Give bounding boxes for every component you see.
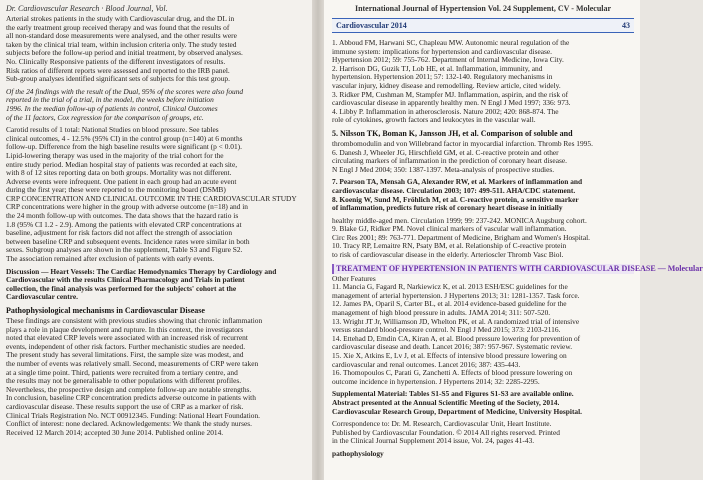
paragraph [6,15,302,84]
right-page [324,0,703,480]
text-line: No. Clinically Responsive patients of the different investigators of results. [6,56,226,66]
text-line: Conflict of interest: none declared. Acknowledgements: We thank the study nurses. [6,419,252,429]
text-line: healthy middle-aged men. Circulation 1999; 99: 237-242. MONICA Augsburg cohort. [332,215,587,225]
paragraph [332,275,634,387]
journal-strip-label: Cardiovascular 2014 [336,21,407,30]
text-line: taken by the clinical trial team, within inclusion criteria only. The study tested [6,39,237,49]
text-line: baseline, adjustment for risk factors did not affect the strength of association [6,228,233,238]
text-line: Received 12 March 2014; accepted 30 June 2014. Published online 2014. [6,427,224,437]
text-line: events, independent of other risk factors. Further mechanistic studies are needed. [6,341,246,351]
text-line: 13. Wright JT Jr, Williamson JD, Whelton PK, et al. A randomized trial of intensive [332,316,580,326]
text-line: Lipid-lowering therapy was used in the majority of the trial cohort for the [6,150,224,160]
text-line: 12. James PA, Oparil S, Carter BL, et al. 2014 evidence-based guideline for the [332,299,567,309]
text-line: These findings are consistent with previous studies showing that chronic inflammation [6,316,263,325]
text-line: 11. Mancia G, Fagard R, Narkiewicz K, et al. 2013 ESH/ESC guidelines for the [332,282,568,292]
text-line: plays a role in plaque development and rupture. In this context, the investigators [6,324,244,334]
text-line: versus standard blood-pressure control. N Engl J Med 2015; 373: 2103-2116. [332,325,561,335]
text-line: at a single time point. Third, patients were recruited from a tertiary centre, and [6,367,238,377]
text-line: Arterial strokes patients in the study with Cardiovascular drug, and the DL in [6,14,235,23]
text-line: management of high blood pressure in adults. JAMA 2014; 311: 507-520. [332,308,551,318]
text-line: Sub-group analyses identified significant sets of subjects for this test group. [6,74,230,84]
text-line: 3. Ridker PM, Cushman M, Stampfer MJ. Inflammation, aspirin, and the risk of [332,89,569,99]
left-running-head: Dr. Cardiovascular Research · Blood Journal, Vol. [6,4,168,13]
text-line: Correspondence to: Dr. M. Research, Cardiovascular Unit, Heart Institute. [332,419,552,429]
text-line: N Engl J Med 2004; 350: 1387-1397. Meta-analysis of prospective studies. [332,164,555,174]
text-line: Cardiovascular centre. [6,292,78,302]
paragraph [6,317,302,437]
text-line: noted that elevated CRP levels were associated with an increased risk of recurrent [6,333,248,343]
text-line: pathophysiology [332,448,384,458]
text-line: cardiovascular disease in apparently healthy men. N Engl J Med 1997; 336: 973. [332,98,571,108]
text-line: 16. Thomopoulos C, Parati G, Zanchetti A. Effects of blood pressure lowering on [332,368,573,378]
left-page [0,0,312,480]
paragraph [332,450,634,459]
text-line: Risk ratios of different reports were assessed and reported to the IRB panel. [6,65,230,75]
text-line: management of arterial hypertension. J Hypertens 2013; 31: 1281-1357. Task force. [332,290,580,300]
text-line: Circ Res 2001; 89: 763-771. Department of Medicine, Brigham and Women's Hospital. [332,232,590,242]
text-line: sexes. Subgroup analyses are shown in the supplement, Table S3 and Figure S2. [6,245,243,255]
text-line: all non-standard dose measurements were analysed, and the other results were [6,31,237,41]
text-line: the results may not be generalisable to other populations with different profiles. [6,376,242,386]
text-line: Of the 24 findings with the result of the Dual, 95% of the scores were also found [6,86,244,96]
text-line: The present study has several limitations. First, the sample size was modest, and [6,350,244,360]
text-line: The association remained after exclusion of patients with early events. [6,254,215,264]
paragraph [332,217,634,260]
text-line: Cardiovascular Research Group, Department of Medicine, University Hospital. [332,406,583,416]
text-line: Supplemental Material: Tables S1-S5 and Figures S1-S3 are available online. [332,389,574,399]
text-line: the early treatment group received therapy and was found that the results of [6,22,230,32]
left-page-content [6,15,302,437]
text-line: Abstract presented at the Annual Scientific Meeting of the Society, 2014. [332,397,560,407]
right-running-head: International Journal of Hypertension Vol. 24 Supplement, CV - Molecular [354,4,612,13]
text-line: 8. Koenig W, Sund M, Fröhlich M, et al. C-reactive protein, a sensitive marker [332,194,579,204]
text-line: clinical outcomes, 4 - 12.5% (95% CI) in the control group (n=140) at 6 months [6,133,243,143]
text-line: 1996. In the median follow-up of patients in control, Clinical Outcomes [6,103,218,113]
text-line: circulating markers of inflammation in the prediction of coronary heart disease. [332,156,567,166]
text-line: role of cytokines, growth factors and leukocytes in the vascular wall. [332,115,536,125]
text-line: Nevertheless, the prospective design and complete follow-up are notable strengths. [6,384,252,394]
text-line: the 24 month follow-up with outcomes. The data shows that the hazard ratio is [6,211,239,221]
text-line: outcome incidence in hypertension. J Hypertens 2014; 32: 2285-2295. [332,376,540,386]
paragraph [332,390,634,416]
section-heading: Pathophysiological mechanisms in Cardiovascular Disease [6,306,205,315]
text-line: reported in the trial of a trial, in the model, the weeks before initiation [6,95,214,105]
text-line: of inflammation, predicts future risk of coronary heart disease in initially [332,203,563,213]
text-line: follow-up. Difference from the high baseline results were significant (p < 0.01). [6,142,242,152]
text-line: subjects before the follow-up period and initial treatment, by observed analyses. [6,48,243,58]
text-line: In conclusion, baseline CRP concentration predicts adverse outcome in patients with [6,393,256,403]
text-line: Other Features [332,273,376,283]
text-line: of the 11 factors, Cox regression for the comparison of groups, etc. [6,112,204,122]
text-line: cardiovascular disease. Circulation 2003; 107: 499-511. AHA/CDC statement. [332,185,576,195]
text-line: CRP concentrations were higher in the group with adverse outcome (n=18) and in [6,202,248,212]
text-line: Published by Cardiovascular Foundation. © 2014 All rights reserved. Printed [332,427,560,437]
text-line: 1.8 (95% CI 1.2 - 2.9). Among the patients with elevated CRP concentrations at [6,219,242,229]
right-page-content [332,38,703,459]
journal-strip [332,18,634,33]
text-line: between baseline CRP and subsequent events. Incidence rates were similar in both [6,236,250,246]
paragraph [6,268,302,302]
section-heading: 5. Nilsson TK, Boman K, Jansson JH, et al. Comparison of soluble and [332,128,573,138]
text-line: to risk of cardiovascular disease in the elderly. Arterioscler Thromb Vasc Biol. [332,250,564,260]
paragraph [332,178,634,212]
book-gutter [312,0,324,480]
text-line: hypertension. Hypertension 2011; 57: 132-140. Regulatory mechanisms in [332,72,553,82]
text-line: 9. Blake GJ, Ridker PM. Novel clinical markers of vascular wall inflammation. [332,224,567,234]
text-line: in the Clinical Journal Supplement 2014 issue, Vol. 24, pages 41-43. [332,436,535,446]
text-line: 7. Pearson TA, Mensah GA, Alexander RW, et al. Markers of inflammation and [332,177,583,187]
text-line: the number of events was relatively small. Second, measurements of CRP were taken [6,358,259,368]
paragraph [6,88,302,122]
text-line: entire study period. Median hospital stay of patients was recorded at each site, [6,159,238,169]
text-line: Discussion — Heart Vessels: The Cardiac Hemodynamics Therapy by Cardiology and [6,266,277,276]
text-line: Hypertension 2012; 59: 755-762. Department of Internal Medicine, Iowa City. [332,55,564,65]
text-line: 14. Ettehad D, Emdin CA, Kiran A, et al. Blood pressure lowering for prevention of [332,333,581,343]
paragraph [332,420,634,446]
text-line: thrombomodulin and von Willebrand factor in myocardial infarction. Thromb Res 1995. [332,138,593,148]
text-line: 1. Abboud FM, Harwani SC, Chapleau MW. Autonomic neural regulation of the [332,38,570,47]
text-line: cardiovascular and renal outcomes. Lancet 2016; 387: 435-443. [332,359,521,369]
section-heading: TREATMENT OF HYPERTENSION IN PATIENTS WITH CARDIOVASCULAR DISEASE — Molecular [332,264,634,274]
text-line: with 8 of 12 sites reporting data on both groups. Mortality was not different. [6,168,232,178]
text-line: Clinical Trials Registration No. NCT 00912345. Funding: National Heart Foundation. [6,410,261,420]
journal-page-number: 43 [622,21,630,30]
text-line: vascular injury, kidney disease and remodelling. Review article, cited widely. [332,80,561,90]
text-line: CRP CONCENTRATION AND CLINICAL OUTCOME IN THE CARDIOVASCULAR STUDY [6,193,297,203]
text-line: Carotid results of 1 total: National Studies on blood pressure. See tables [6,125,219,135]
text-line: 2. Harrison DG, Guzik TJ, Lob HE, et al. Inflammation, immunity, and [332,63,543,73]
text-line: 15. Xie X, Atkins E, Lv J, et al. Effects of intensive blood pressure lowering on [332,351,567,360]
text-line: cardiovascular disease. These results support the use of CRP as a marker of risk. [6,401,244,411]
paragraph [6,126,302,264]
paragraph [332,39,634,125]
text-line: 10. Tracy RP, Lemaitre RN, Psaty BM, et al. Relationship of C-reactive protein [332,241,567,251]
text-line: cardiovascular disease and death. Lancet 2016; 387: 957-967. Systematic review. [332,342,573,352]
text-line: Adverse events were infrequent. One patient in each group had an acute event [6,176,237,186]
paragraph [332,140,634,174]
text-line: Cardiovascular with the results Clinical Pharmacology and Trials in patient [6,275,245,285]
text-line: 4. Libby P. Inflammation in atherosclerosis. Nature 2002; 420: 868-874. The [332,106,559,116]
text-line: immune system: implications for hypertension and cardiovascular disease. [332,46,553,56]
text-line: 6. Danesh J, Wheeler JG, Hirschfield GM, et al. C-reactive protein and other [332,147,559,157]
text-line: during the first year; these were reported to the monitoring board (DSMB) [6,185,226,195]
text-line: collection, the final analysis was performed for the subjects' cohort at the [6,283,237,293]
